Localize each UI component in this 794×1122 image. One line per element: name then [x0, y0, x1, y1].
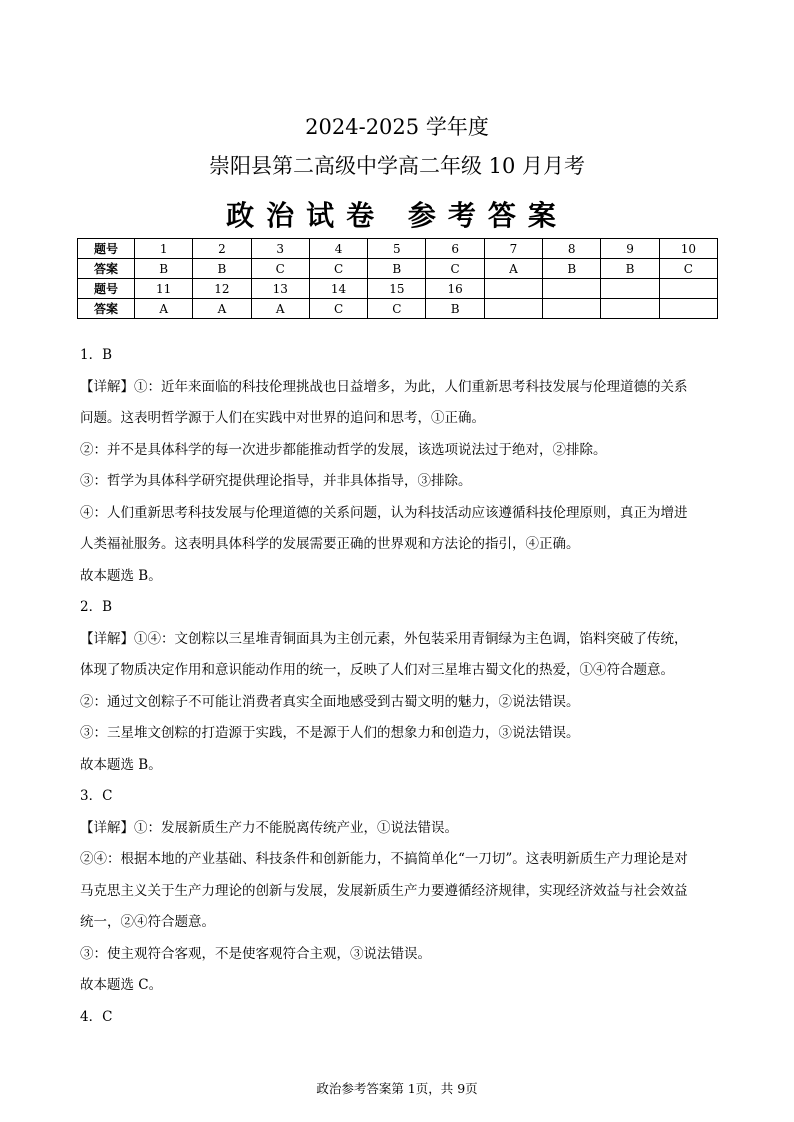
table-cell — [601, 279, 659, 299]
text-line: ②：并不是具体科学的每一次进步都能推动哲学的发展，该选项说法过于绝对，②排除。 — [80, 441, 607, 458]
text-line: 故本题选 B。 — [80, 567, 162, 584]
table-cell: B — [368, 259, 426, 279]
table-cell: C — [309, 259, 367, 279]
text-line: ②④：根据本地的产业基础、科技条件和创新能力，不搞简单化“一刀切”。这表明新质生产力理论是对 — [80, 851, 688, 867]
table-cell — [484, 299, 542, 319]
table-row-header: 题号 — [78, 279, 135, 299]
table-cell: 2 — [193, 239, 251, 259]
text-line: ③：使主观符合客观，不是使客观符合主观，③说法错误。 — [80, 945, 431, 962]
table-row-header: 答案 — [78, 259, 135, 279]
table-cell: A — [484, 259, 542, 279]
table-cell: 13 — [251, 279, 309, 299]
table-cell — [543, 279, 601, 299]
text-line: 故本题选 B。 — [80, 756, 162, 773]
table-cell: C — [659, 259, 717, 279]
table-cell: C — [368, 299, 426, 319]
table-cell: 5 — [368, 239, 426, 259]
table-cell: 4 — [309, 239, 367, 259]
text-line: ④：人们重新思考科技发展与伦理道德的关系问题，认为科技活动应该遵循科技伦理原则，真正为增进 — [80, 504, 688, 521]
table-cell: 15 — [368, 279, 426, 299]
table-cell: 3 — [251, 239, 309, 259]
text-line: 体现了物质决定作用和意识能动作用的统一，反映了人们对三星堆古蜀文化的热爱，①④符合题意。 — [80, 662, 674, 678]
table-cell — [601, 299, 659, 319]
table-cell: A — [251, 299, 309, 319]
table-row-header: 题号 — [78, 239, 135, 259]
text-line: ③：三星堆文创粽的打造源于实践，不是源于人们的想象力和创造力，③说法错误。 — [80, 725, 580, 741]
table-cell — [659, 299, 717, 319]
table-cell: A — [193, 299, 251, 319]
text-line: 【详解】①：发展新质生产力不能脱离传统产业，①说法错误。 — [80, 819, 458, 836]
table-cell — [484, 279, 542, 299]
text-line: 问题。这表明哲学源于人们在实践中对世界的追问和思考，①正确。 — [80, 410, 485, 426]
table-cell: B — [601, 259, 659, 279]
text-line: 1．B — [80, 347, 113, 363]
table-row — [78, 259, 718, 279]
text-line: 故本题选 C。 — [80, 977, 163, 993]
page-footer: 政治参考答案第 1页，共 9页 — [316, 1081, 478, 1096]
text-line: ③：哲学为具体科学研究提供理论指导，并非具体指导，③排除。 — [80, 473, 472, 489]
text-line: 人类福祉服务。这表明具体科学的发展需要正确的世界观和方法论的指引，④正确。 — [80, 536, 580, 552]
table-row — [78, 239, 718, 259]
answer-explanations — [80, 340, 720, 1033]
table-cell: 14 — [309, 279, 367, 299]
table-cell — [659, 279, 717, 299]
document-title-subject: 政治试卷 参考答案 — [226, 199, 568, 232]
answer-table — [77, 238, 718, 319]
table-cell: 16 — [426, 279, 484, 299]
table-cell: 8 — [543, 239, 601, 259]
table-cell: 10 — [659, 239, 717, 259]
document-title-school: 崇阳县第二高级中学高二年级 10 月月考 — [208, 154, 586, 178]
table-row — [78, 299, 718, 319]
text-line: 【详解】①④：文创粽以三星堆青铜面具为主创元素，外包装采用青铜绿为主色调，馅料突破了传统， — [80, 630, 688, 647]
table-cell: 9 — [601, 239, 659, 259]
table-cell: A — [135, 299, 193, 319]
text-line: 2．B — [80, 599, 113, 615]
document-title-year: 2024-2025 学年度 — [305, 115, 489, 139]
table-cell: C — [426, 259, 484, 279]
text-line: 4．C — [80, 1008, 113, 1025]
table-row — [78, 279, 718, 299]
table-row-header: 答案 — [78, 299, 135, 319]
text-line: 统一，②④符合题意。 — [80, 914, 215, 930]
table-cell — [543, 299, 601, 319]
table-cell: 1 — [135, 239, 193, 259]
table-cell: 12 — [193, 279, 251, 299]
text-line: 【详解】①：近年来面临的科技伦理挑战也日益增多，为此，人们重新思考科技发展与伦理道德的关系 — [80, 378, 688, 395]
text-line: ②：通过文创粽子不可能让消费者真实全面地感受到古蜀文明的魅力，②说法错误。 — [80, 693, 580, 710]
table-cell: B — [426, 299, 484, 319]
table-cell: C — [309, 299, 367, 319]
table-cell: C — [251, 259, 309, 279]
table-cell: B — [135, 259, 193, 279]
text-line: 马克思主义关于生产力理论的创新与发展，发展新质生产力要遵循经济规律，实现经济效益与社会效益 — [80, 882, 688, 899]
table-cell: 7 — [484, 239, 542, 259]
table-cell: 6 — [426, 239, 484, 259]
table-cell: B — [543, 259, 601, 279]
table-cell: B — [193, 259, 251, 279]
text-line: 3．C — [80, 788, 113, 804]
table-cell: 11 — [135, 279, 193, 299]
